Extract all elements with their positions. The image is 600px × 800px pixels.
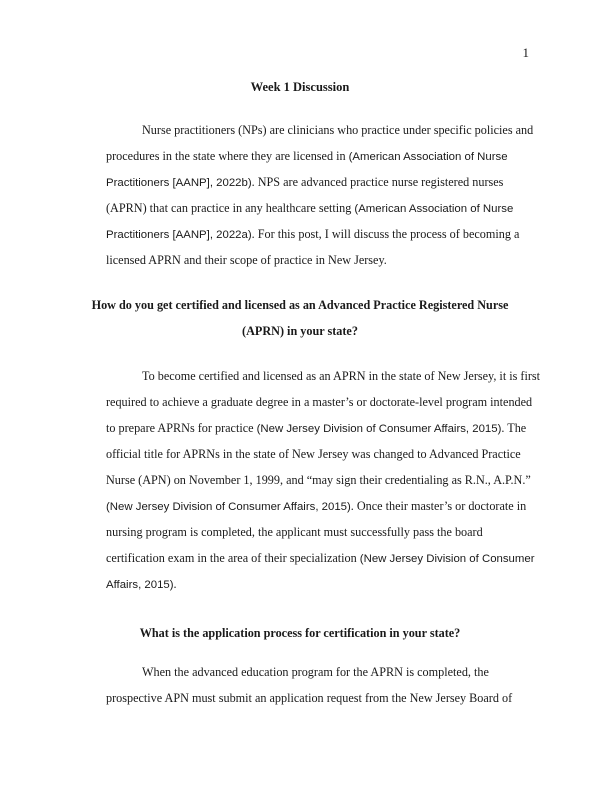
paragraph-line [106, 498, 526, 514]
citation: (American Association of Nurse [348, 151, 508, 163]
section-heading-certification-cont: (APRN) in your state? [242, 324, 358, 338]
text-run: . The [501, 421, 527, 435]
page-number: 1 [522, 45, 529, 60]
paragraph-line [106, 472, 531, 488]
text-run: . NPS are advanced practice nurse registered nurses [251, 175, 504, 189]
paragraph-line [106, 200, 513, 216]
text-run: (APRN) that can practice in any healthcare setting [106, 201, 355, 215]
citation: Practitioners [AANP], 2022a) [106, 229, 252, 241]
text-run: To become certified and licensed as an APRN in the state of New Jersey, it is first [142, 369, 541, 383]
text-run: procedures in the state where they are licensed in [106, 149, 349, 163]
citation: Practitioners [AANP], 2022b) [106, 177, 252, 189]
paragraph-line [106, 690, 512, 706]
paragraph-line [106, 174, 503, 190]
document-title: Week 1 Discussion [250, 80, 350, 94]
paragraph-line [106, 550, 535, 566]
paragraph-line [106, 148, 508, 164]
paragraph-line [106, 576, 177, 592]
text-run: . For this post, I will discuss the process of becoming a [251, 227, 520, 241]
paragraph-line [106, 252, 387, 268]
text-run: to prepare APRNs for practice [106, 421, 257, 435]
text-run: required to achieve a graduate degree in a master’s or doctorate-level program intended [106, 395, 533, 409]
paragraph-line [106, 524, 483, 540]
text-run: Nurse (APN) on November 1, 1999, and “may sign their credentialing as R.N., A.P.N.” [106, 473, 531, 487]
text-run: When the advanced education program for the APRN is completed, the [142, 665, 489, 679]
text-run: nursing program is completed, the applicant must successfully pass the board [106, 525, 483, 539]
paragraph-line [142, 664, 489, 680]
citation: (New Jersey Division of Consumer Affairs, 2015) [256, 423, 502, 435]
paragraph-line [106, 446, 521, 462]
paragraph-line [106, 226, 519, 242]
text-run: certification exam in the area of their specialization [106, 551, 360, 565]
text-run: . [173, 577, 177, 591]
paragraph-line [106, 394, 532, 410]
text-run: official title for APRNs in the state of New Jersey was changed to Advanced Practice [106, 447, 521, 461]
citation: (American Association of Nurse [354, 203, 514, 215]
section-heading-certification: How do you get certified and licensed as an Advanced Practice Registered Nurse [91, 298, 509, 312]
text-run: licensed APRN and their scope of practice in New Jersey. [106, 253, 387, 267]
text-run: . Once their master’s or doctorate in [350, 499, 527, 513]
citation: (New Jersey Division of Consumer [359, 553, 535, 565]
paragraph-line [142, 368, 540, 384]
text-run: prospective APN must submit an application request from the New Jersey Board of [106, 691, 513, 705]
paragraph-line [142, 122, 533, 138]
section-heading-application: What is the application process for certification in your state? [139, 626, 461, 640]
text-run: Nurse practitioners (NPs) are clinicians who practice under specific policies and [142, 123, 534, 137]
paragraph-line [106, 420, 526, 436]
citation: Affairs, 2015) [106, 579, 174, 591]
citation: (New Jersey Division of Consumer Affairs, 2015) [106, 501, 351, 513]
